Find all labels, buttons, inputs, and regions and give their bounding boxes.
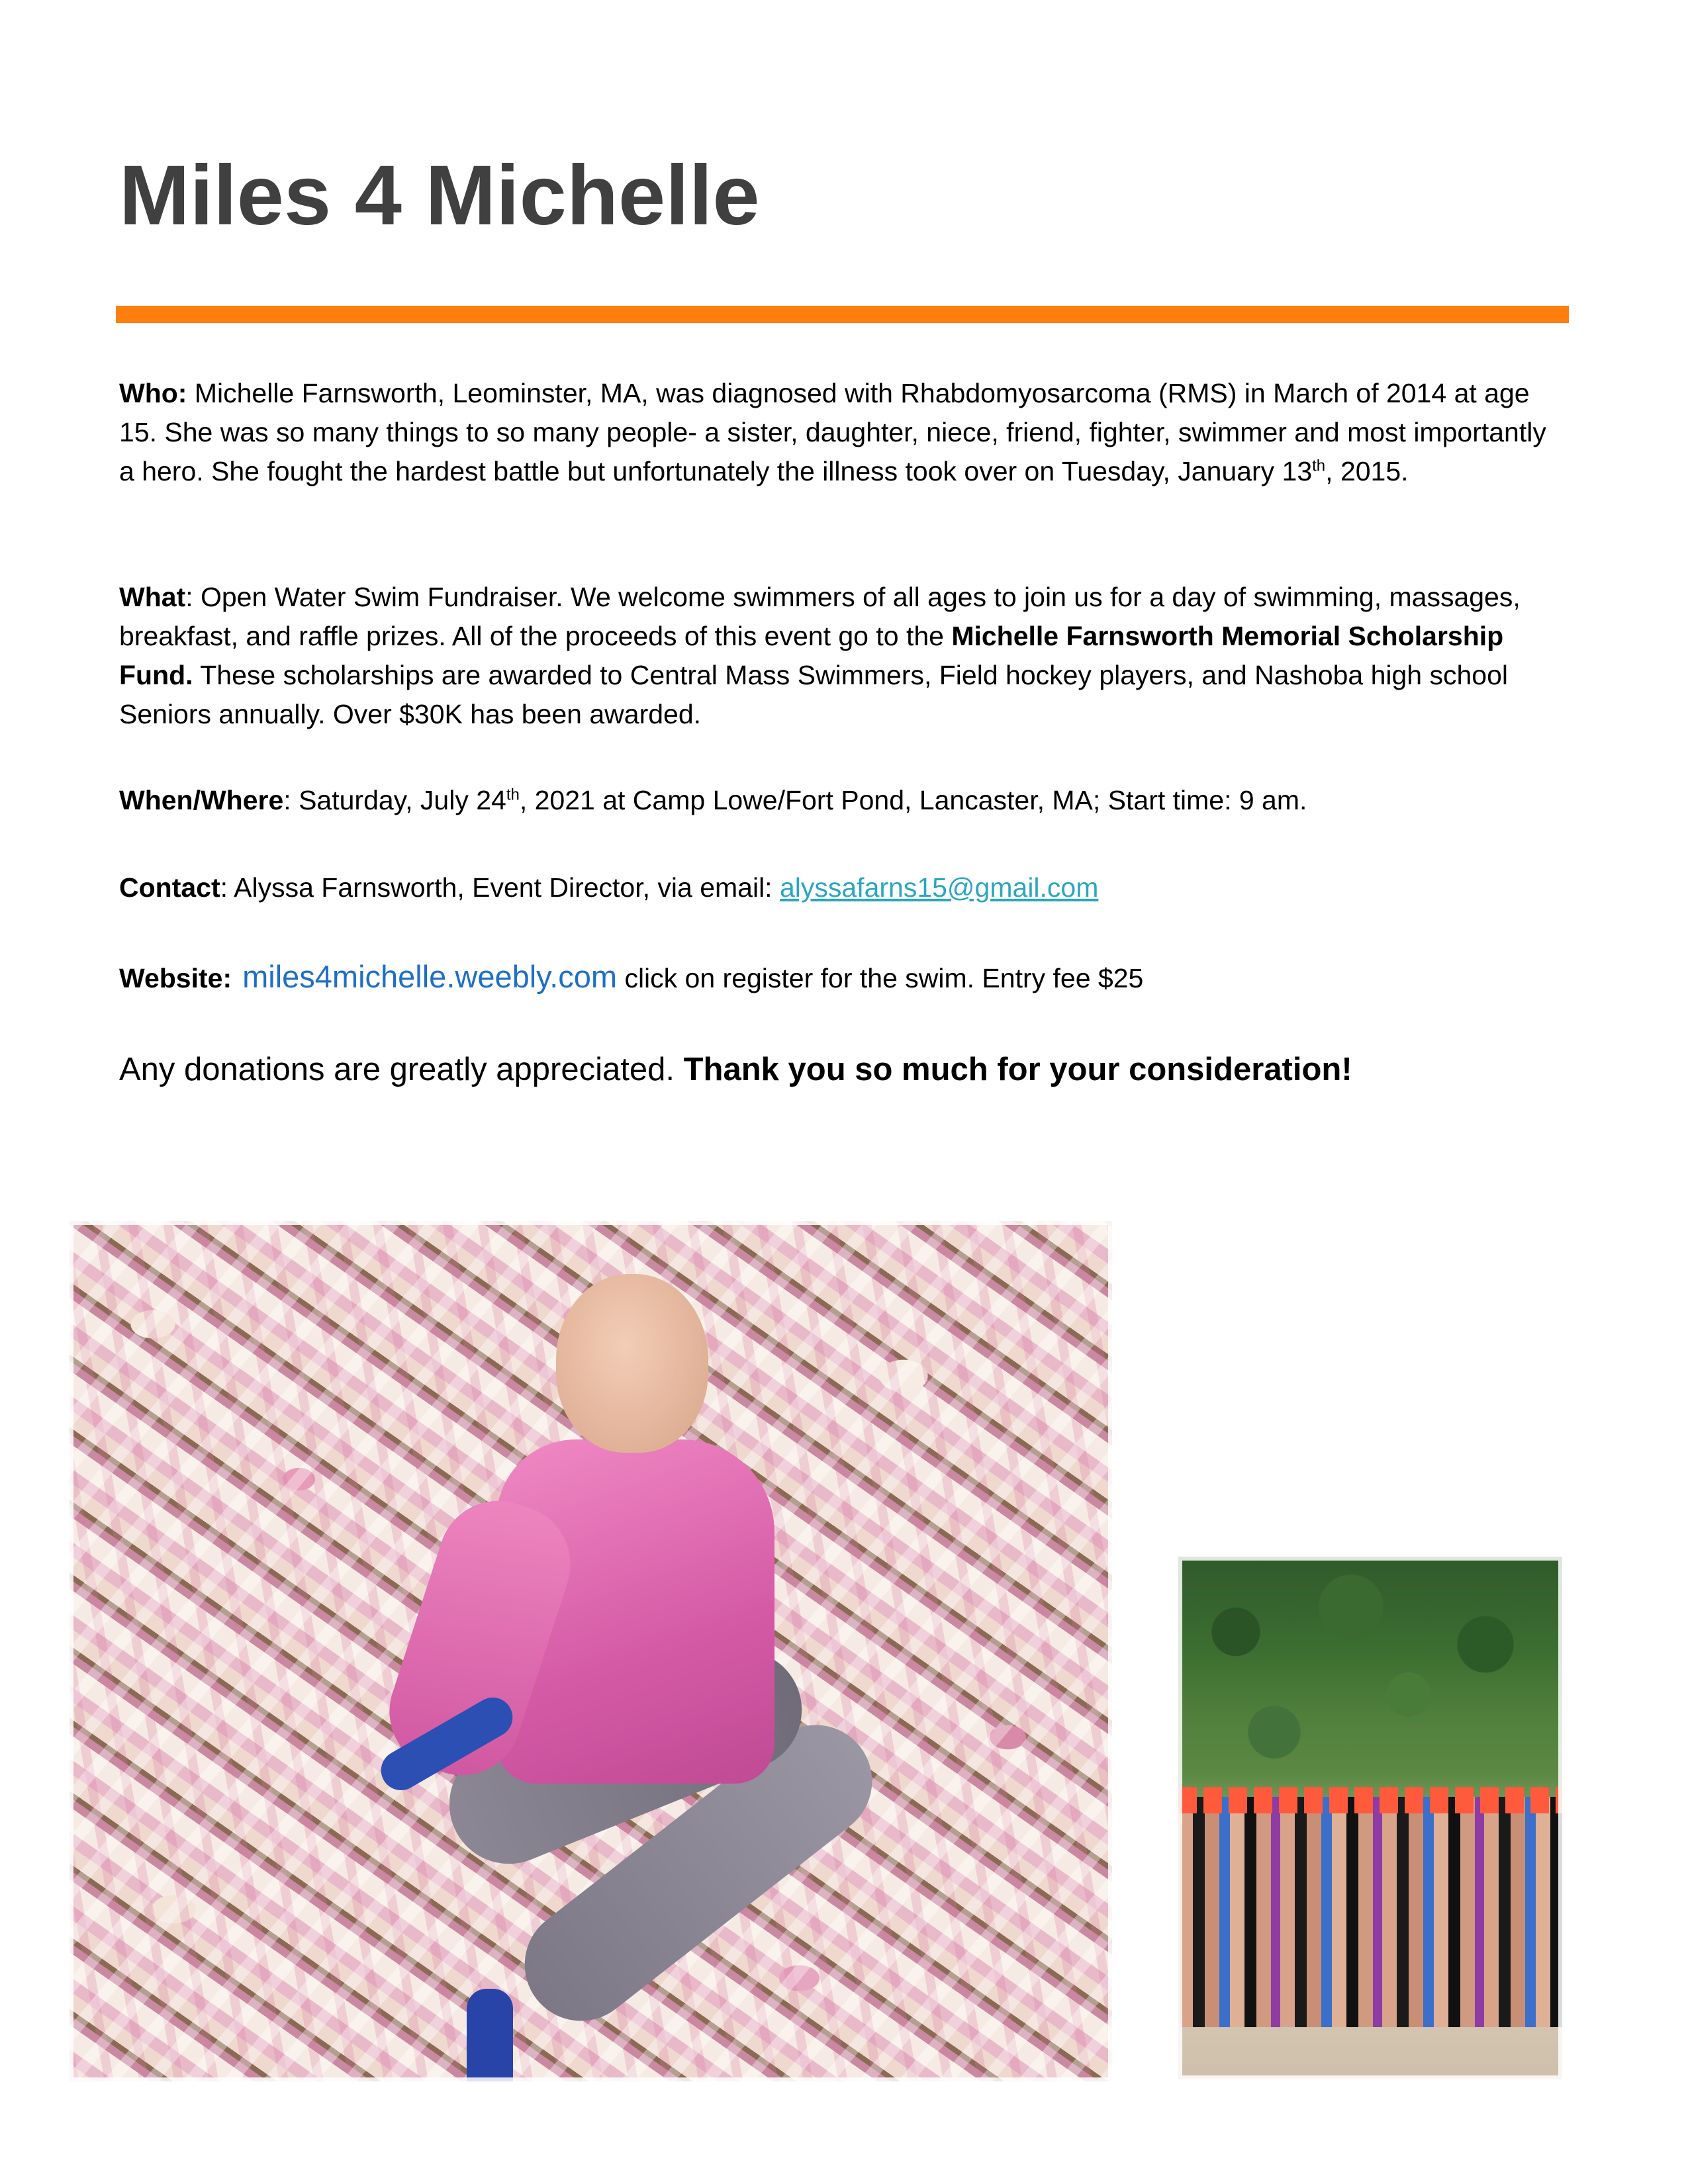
when-label: When/Where	[119, 785, 284, 815]
what-text-1: : Open Water Swim Fundraiser. We welcome swimmers of all ages to join us for a day of swimming, massages, breakfast, and raffle prizes. All of the proceeds of this event go to the	[119, 582, 1521, 651]
who-tail: , 2015.	[1325, 456, 1409, 486]
when-sup: th	[506, 786, 520, 804]
website-link[interactable]: miles4michelle.weebly.com	[242, 959, 618, 994]
when-text-2: , 2021 at Camp Lowe/Fort Pond, Lancaster, MA; Start time: 9 am.	[519, 785, 1307, 815]
when-where-paragraph	[119, 781, 1562, 820]
closing-text: Any donations are greatly appreciated.	[119, 1052, 684, 1087]
who-paragraph	[119, 374, 1562, 491]
closing-paragraph	[119, 1048, 1562, 1091]
closing-thanks: Thank you so much for your consideration!	[683, 1052, 1352, 1087]
flipflop	[467, 1989, 513, 2081]
michelle-photo	[70, 1221, 1112, 2081]
swimmers-photo	[1178, 1557, 1562, 2079]
girl-head	[556, 1274, 708, 1453]
who-sup: th	[1312, 457, 1326, 475]
who-text: Michelle Farnsworth, Leominster, MA, was diagnosed with Rhabdomyosarcoma (RMS) in March of 2014 at age 15. She was so many things to so many people- a sister, daughter, niece, friend, fighter, swimmer and most importantly a hero. She fought the hardest battle but unfortunately the illness took over on Tuesday, January 13	[119, 378, 1546, 486]
what-label: What	[119, 582, 186, 612]
scholarship-fund-name: Michelle Farnsworth Memorial Scholarship Fund.	[119, 621, 1504, 690]
website-paragraph	[119, 957, 1562, 998]
swimmers-crowd	[1178, 1797, 1562, 2027]
what-paragraph	[119, 578, 1562, 734]
trees-background	[1178, 1557, 1562, 1807]
document-title: Miles 4 Michelle	[119, 148, 760, 243]
website-label: Website:	[119, 963, 232, 993]
contact-email-link[interactable]: alyssafarns15@gmail.com	[779, 872, 1099, 903]
swim-caps	[1178, 1787, 1562, 1813]
what-text-2: These scholarships are awarded to Central Mass Swimmers, Field hockey players, and Nashoba high school Seniors annually. Over $30K has been awarded.	[119, 660, 1508, 729]
contact-paragraph	[119, 868, 1562, 907]
contact-label: Contact	[119, 872, 220, 903]
who-label: Who:	[119, 378, 187, 408]
contact-text: : Alyssa Farnsworth, Event Director, via email:	[220, 872, 780, 903]
website-text: click on register for the swim. Entry fee $25	[617, 963, 1144, 993]
orange-divider	[116, 306, 1569, 323]
when-text-1: : Saturday, July 24	[283, 785, 506, 815]
